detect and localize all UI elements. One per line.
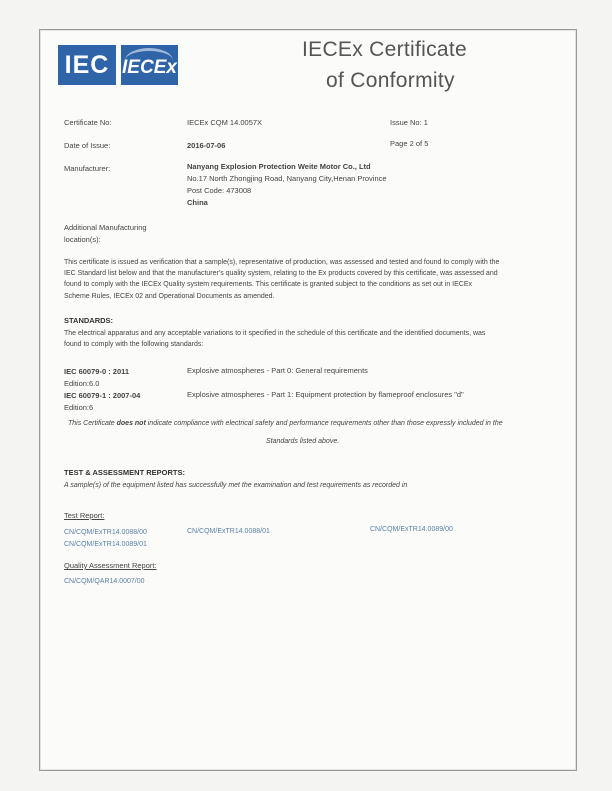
statement-paragraph	[64, 257, 558, 302]
standard-edition: Edition:6	[64, 403, 94, 412]
compliance-note-bold: does not	[116, 420, 146, 427]
test-report-link[interactable]: CN/CQM/ExTR14.0088/01	[187, 528, 270, 535]
standard-code: IEC 60079-0 : 2011	[64, 367, 130, 376]
standards-intro-line: found to comply with the following standards:	[64, 341, 204, 349]
standard-description: Explosive atmospheres - Part 1: Equipment protection by flameproof enclosures "d"	[187, 390, 464, 399]
compliance-note	[68, 418, 558, 429]
manufacturer-name: Nanyang Explosion Protection Weite Motor Co., Ltd	[187, 162, 371, 171]
statement-line: Scheme Rules, IECEx 02 and Operational Documents as amended.	[64, 292, 275, 300]
certificate-frame	[39, 29, 577, 771]
qar-label: Quality Assessment Report:	[64, 561, 157, 570]
test-report-link[interactable]: CN/CQM/ExTR14.0089/01	[64, 541, 147, 548]
page-number: Page 2 of 5	[390, 139, 429, 148]
test-report-link[interactable]: CN/CQM/ExTR14.0089/00	[370, 526, 453, 533]
iec-logo	[58, 45, 116, 85]
statement-line: This certificate is issued as verification that a sample(s), representative of production, was assessed and tested and found to comply with the	[64, 259, 500, 266]
reports-intro: A sample(s) of the equipment listed has successfully met the examination and test requirements as recorded in	[64, 482, 408, 489]
standards-intro-line: The electrical apparatus and any acceptable variations to it specified in the schedule of this certificate and the identified documents, was	[64, 330, 486, 337]
certificate-no-value: IECEx CQM 14.0057X	[187, 118, 263, 127]
additional-location-label-2: location(s):	[64, 235, 101, 244]
standards-intro	[64, 328, 558, 350]
manufacturer-postcode: Post Code: 473008	[187, 186, 252, 195]
manufacturer-label: Manufacturer:	[64, 164, 111, 173]
manufacturer-address: No.17 North Zhongjing Road, Nanyang City,Henan Province	[187, 174, 387, 183]
standard-edition: Edition:6.0	[64, 379, 100, 388]
date-of-issue-value: 2016-07-06	[187, 141, 226, 150]
certificate-title-line2: of Conformity	[326, 69, 455, 92]
certificate-no-label: Certificate No:	[64, 118, 112, 127]
qar-link[interactable]: CN/CQM/QAR14.0007/00	[64, 578, 145, 585]
iec-logo-text: IEC	[64, 50, 110, 79]
compliance-note-pre: This Certificate	[68, 420, 117, 427]
compliance-note-line2: Standards listed above.	[266, 438, 340, 445]
statement-line: IEC Standard list below and that the manufacturer's quality system, relating to the Ex products covered by this certificate, was assessed and	[64, 270, 498, 278]
iecex-logo	[121, 45, 178, 85]
test-report-link[interactable]: CN/CQM/ExTR14.0088/00	[64, 529, 147, 536]
date-of-issue-label: Date of Issue:	[64, 141, 111, 150]
standard-description: Explosive atmospheres - Part 0: General requirements	[187, 366, 368, 375]
compliance-note-post: indicate compliance with electrical safety and performance requirements other than those expressly included in the	[145, 420, 503, 427]
iecex-logo-text: IECEx	[122, 57, 177, 78]
certificate-title-line1: IECEx Certificate	[302, 38, 467, 61]
standard-code: IEC 60079-1 : 2007-04	[64, 391, 141, 400]
additional-location-label-1: Additional Manufacturing	[64, 223, 147, 232]
statement-line: found to comply with the IECEx Quality system requirements. This certificate is granted subject to the conditions as set out in IECEx	[64, 281, 473, 289]
standards-heading: STANDARDS:	[64, 316, 114, 325]
reports-heading: TEST & ASSESSMENT REPORTS:	[64, 468, 185, 477]
issue-no: Issue No: 1	[390, 118, 428, 127]
manufacturer-country: China	[187, 198, 208, 207]
test-report-label: Test Report:	[64, 511, 105, 520]
